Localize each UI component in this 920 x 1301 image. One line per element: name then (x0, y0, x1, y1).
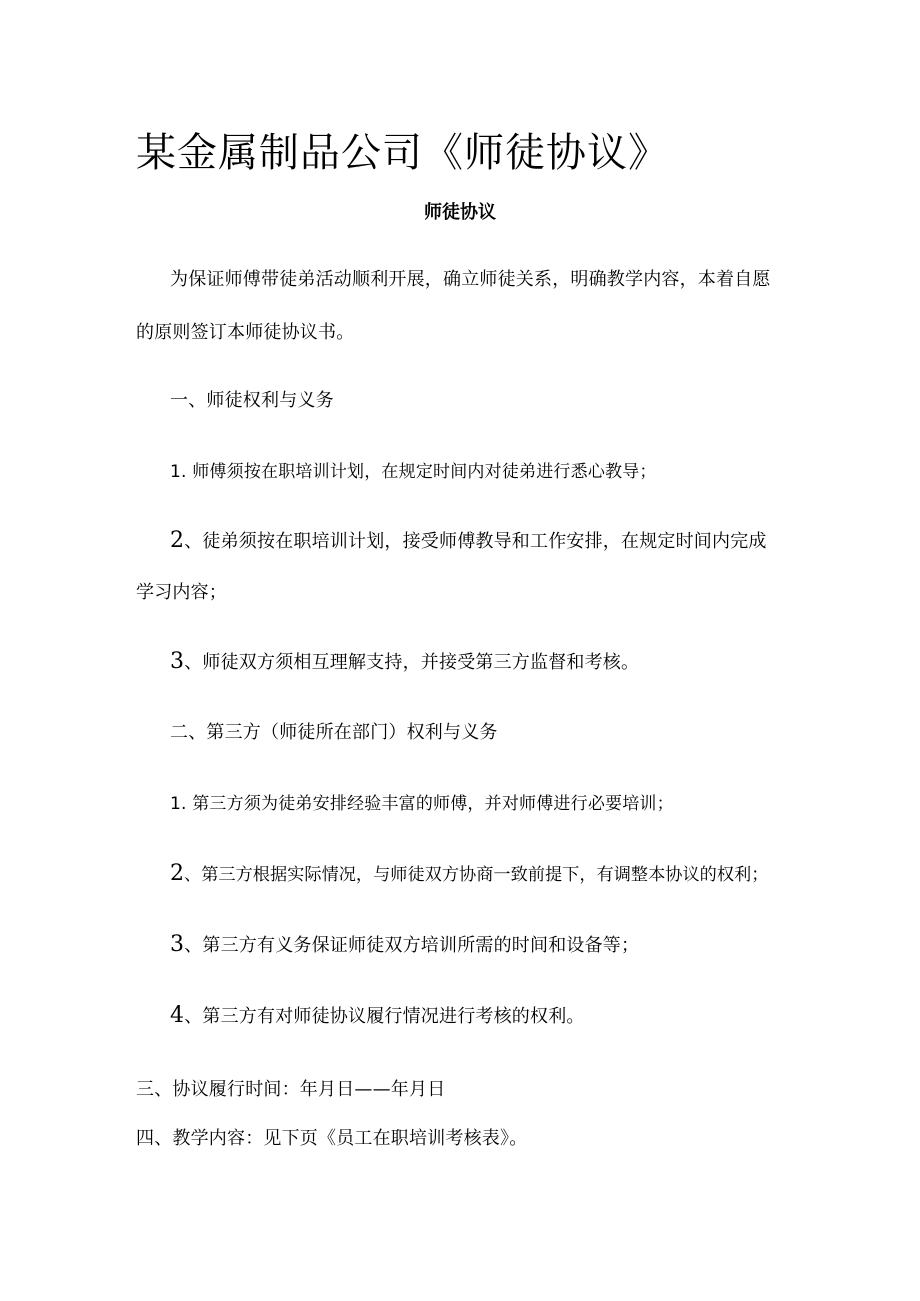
section-2-item-3-text: 、第三方有义务保证师徒双方培训所需的时间和设备等； (184, 935, 640, 956)
intro-line-2: 的原则签订本师徒协议书。 (136, 322, 355, 343)
section-3-line: 三、协议履行时间：年月日——年月日 (136, 1079, 446, 1100)
section-2-item-3-number: 3 (170, 932, 185, 957)
section-2-item-2-number: 2 (170, 861, 184, 886)
section-1-item-3 (170, 650, 639, 675)
section-2-item-4-text: 、第三方有对师徒协议履行情况进行考核的权利。 (184, 1006, 585, 1027)
section-4-line: 四、教学内容：见下页《员工在职培训考核表》。 (136, 1128, 528, 1149)
document-title: 某金属制品公司《师徒协议》 (136, 130, 669, 176)
section-2-item-4-number: 4 (170, 1003, 185, 1028)
section-1-heading: 一、师徒权利与义务 (170, 390, 334, 411)
section-2-item-2-text: 、第三方根据实际情况，与师徒双方协商一致前提下，有调整本协议的权利； (184, 865, 769, 885)
section-1-item-2-text: 、徒弟须按在职培训计划，接受师傅教导和工作安排，在规定时间内完成 (184, 531, 767, 552)
section-2-item-3 (170, 933, 639, 958)
section-1-item-2-number: 2 (170, 528, 185, 553)
section-1-item-2-line-2: 学习内容； (136, 582, 227, 603)
section-2-item-1: 1. 第三方须为徒弟安排经验丰富的师傅，并对师傅进行必要培训； (170, 794, 674, 814)
section-1-item-1: 1. 师傅须按在职培训计划，在规定时间内对徒弟进行悉心教导； (170, 462, 657, 482)
section-2-item-4 (170, 1004, 585, 1029)
section-1-item-3-text: 、师徒双方须相互理解支持，并接受第三方监督和考核。 (184, 652, 640, 673)
document-subtitle: 师徒协议 (424, 202, 496, 223)
intro-line-1: 为保证师傅带徒弟活动顺利开展，确立师徒关系，明确教学内容，本着自愿 (170, 269, 771, 290)
section-1-item-3-number: 3 (170, 649, 185, 674)
section-2-item-2 (170, 862, 768, 887)
section-1-item-2-line-1 (170, 529, 767, 554)
section-2-heading: 二、第三方（师徒所在部门）权利与义务 (170, 722, 498, 743)
